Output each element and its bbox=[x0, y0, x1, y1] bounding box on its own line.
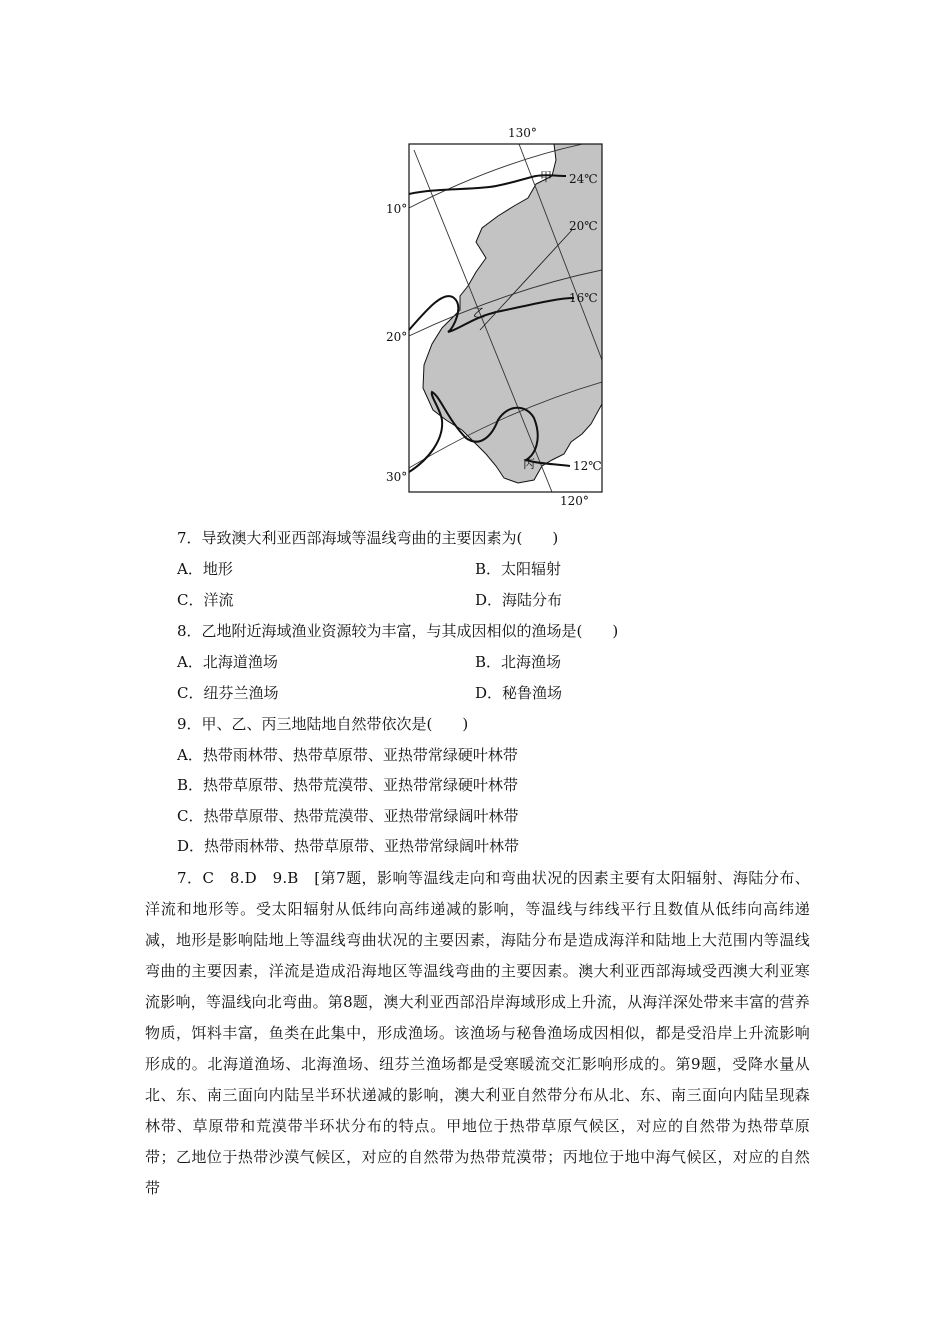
question-7-option-d: D．海陆分布 bbox=[475, 591, 563, 609]
place-bing-label: 丙 bbox=[523, 457, 536, 471]
question-9-stem: 9．甲、乙、丙三地陆地自然带依次是( ) bbox=[177, 715, 469, 733]
lat-10-label: 10° bbox=[386, 202, 408, 216]
question-7-stem: 7．导致澳大利亚西部海域等温线弯曲的主要因素为( ) bbox=[177, 529, 559, 547]
question-9-option-a: A．热带雨林带、热带草原带、亚热带常绿硬叶林带 bbox=[177, 746, 518, 764]
question-8-option-a: A．北海道渔场 bbox=[177, 653, 278, 671]
question-9-option-d: D．热带雨林带、热带草原带、亚热带常绿阔叶林带 bbox=[177, 837, 520, 855]
lon-130-label: 130° bbox=[508, 126, 537, 140]
question-7-option-b: B．太阳辐射 bbox=[475, 560, 562, 578]
lat-20-label: 20° bbox=[386, 330, 408, 344]
isotherm-24-label: 24℃ bbox=[569, 172, 598, 186]
answer-explanation: 7．C 8.D 9.B [第7题，影响等温线走向和弯曲状况的因素主要有太阳辐射、海陆分布、洋流和地形等。受太阳辐射从低纬向高纬递减的影响，等温线与纬线平行且数值从低纬向高纬递减，地形是影响陆地上等温线弯曲状况的主要因素，海陆分布是造成海洋和陆地上大范围内等温线弯曲的主要因素，洋流是造成沿海地区等温线弯曲的主要因素。澳大利亚西部海域受西澳大利亚寒流影响，等温线向北弯曲。第8题，澳大利亚西部沿岸海域形成上升流，从海洋深处带来丰富的营养物质，饵料丰富，鱼类在此集中，形成渔场。该渔场与秘鲁渔场成因相似，都是受沿岸上升流影响形成的。北海道渔场、北海渔场、纽芬兰渔场都是受寒暖流交汇影响形成的。第9题，受降水量从北、东、南三面向内陆呈半环状递减的影响，澳大利亚自然带分布从北、东、南三面向内陆呈现森林带、草原带和荒漠带半环状分布的特点。甲地位于热带草原气候区，对应的自然带为热带草原带；乙地位于热带沙漠气候区，对应的自然带为热带荒漠带；丙地位于地中海气候区，对应的自然带 bbox=[145, 869, 810, 1197]
question-7-option-c: C．洋流 bbox=[177, 591, 234, 609]
question-8-option-d: D．秘鲁渔场 bbox=[475, 684, 563, 702]
place-yi-label: 乙 bbox=[473, 306, 486, 320]
question-8-stem: 8．乙地附近海域渔业资源较为丰富，与其成因相似的渔场是( ) bbox=[177, 622, 619, 640]
land-mass bbox=[423, 144, 602, 483]
lon-120-label: 120° bbox=[560, 494, 589, 508]
place-jia-label: 甲 bbox=[540, 170, 553, 184]
question-8-option-c: C．纽芬兰渔场 bbox=[177, 684, 279, 702]
question-9-option-b: B．热带草原带、热带荒漠带、亚热带常绿硬叶林带 bbox=[177, 776, 519, 794]
isotherm-16-label: 16℃ bbox=[569, 291, 598, 305]
question-8-option-b: B．北海渔场 bbox=[475, 653, 562, 671]
lat-30-label: 30° bbox=[386, 470, 408, 484]
isotherm-20-label: 20℃ bbox=[569, 219, 598, 233]
australia-isotherm-map bbox=[376, 120, 606, 512]
question-7-option-a: A．地形 bbox=[177, 560, 233, 578]
question-9-option-c: C．热带草原带、热带荒漠带、亚热带常绿阔叶林带 bbox=[177, 807, 519, 825]
isotherm-12-label: 12℃ bbox=[573, 459, 602, 473]
